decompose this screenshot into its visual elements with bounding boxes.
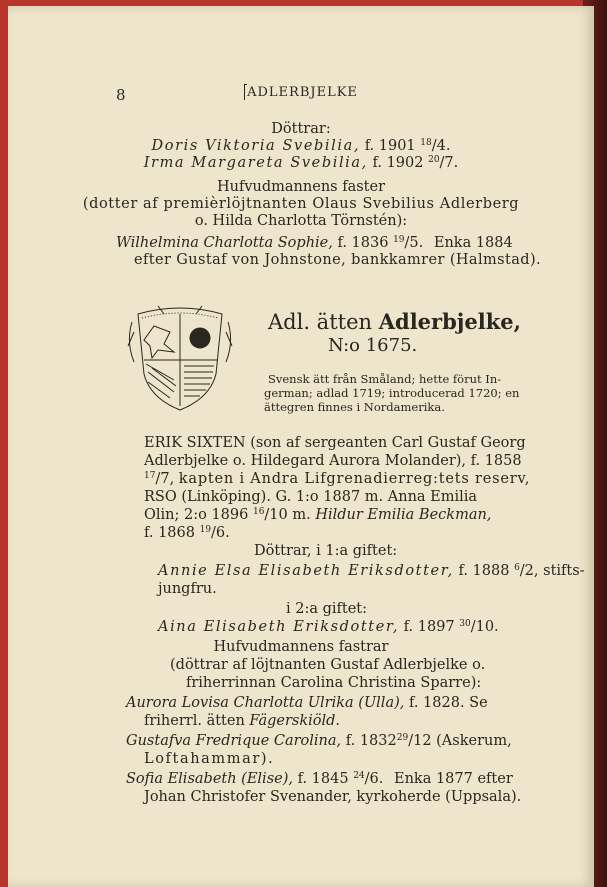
entry-annie: Annie Elsa Elisabeth Eriksdotter, f. 1888 $^6$/2, stifts- xyxy=(158,563,585,579)
daughters-first-marriage: Döttrar, i 1:a giftet: xyxy=(254,543,398,559)
family-desc-1: Svensk ätt från Småland; hette förut In- xyxy=(268,372,502,386)
entry-irma: Irma Margareta Svebilia, f. 1902 $^{20}$/7. xyxy=(143,155,459,171)
aunt-parentage-2: o. Hilda Charlotta Törnstén): xyxy=(194,213,408,229)
entry-annie-line2: jungfru. xyxy=(158,581,217,597)
aunts-heading: Hufvudmannens fastrar xyxy=(213,639,389,655)
entry-gustafva: Gustafva Fredrique Carolina, f. 1832$^{29}$/12 (Askerum, xyxy=(126,733,512,749)
aunt-heading: Hufvudmannens faster xyxy=(217,179,385,195)
family-number: N:o 1675. xyxy=(328,335,418,356)
entry-aurora-line2: friherrl. ätten Fägerskiöld. xyxy=(144,713,341,729)
erik-line-3: $^{17}$/7, kapten i Andra Lifgrenadierreg:tets reserv, xyxy=(144,471,531,487)
page-number: 8 xyxy=(116,86,126,104)
entry-sofia-line2: Johan Christofer Svenander, kyrkoherde (Uppsala). xyxy=(144,789,522,805)
erik-line-4: RSO (Linköping). G. 1:o 1887 m. Anna Emilia xyxy=(144,489,478,505)
entry-doris: Doris Viktoria Svebilia, f. 1901 $^{18}$/4. xyxy=(151,138,451,154)
entry-aina: Aina Elisabeth Eriksdotter, f. 1897 $^{30}$/10. xyxy=(158,619,499,635)
entry-wilhelmina-line2: efter Gustaf von Johnstone, bankkamrer (Halmstad). xyxy=(134,252,542,268)
family-desc-2: german; adlad 1719; introducerad 1720; en xyxy=(264,386,520,400)
erik-line-5: Olin; 2:o 1896 $^{16}$/10 m. Hildur Emilia Beckman, xyxy=(144,507,492,523)
erik-line-1: ERIK SIXTEN (son af sergeanten Carl Gustaf Georg xyxy=(144,435,526,451)
erik-line-6: f. 1868 $^{19}$/6. xyxy=(144,525,230,541)
erik-line-2: Adlerbjelke o. Hildegard Aurora Molander), f. 1858 xyxy=(144,453,522,469)
running-title: ADLERBJELKE xyxy=(8,84,594,102)
coat-of-arms-icon xyxy=(124,302,236,414)
family-title: Adl. ätten Adlerbjelke, xyxy=(268,309,521,334)
second-marriage-heading: i 2:a giftet: xyxy=(286,601,368,617)
aunts-parentage-2: friherrinnan Carolina Christina Sparre): xyxy=(186,675,482,691)
aunt-parentage-1: (dotter af premièrlöjtnanten Olaus Svebilius Adlerberg xyxy=(82,196,520,212)
entry-wilhelmina: Wilhelmina Charlotta Sophie, f. 1836 $^{19}$/5. Enka 1884 xyxy=(116,235,513,251)
aunts-parentage-1: (döttrar af löjtnanten Gustaf Adlerbjelke o. xyxy=(170,657,486,673)
coat-of-arms xyxy=(124,302,236,414)
entry-gustafva-line2: Loftahammar). xyxy=(144,751,275,767)
entry-sofia: Sofia Elisabeth (Elise), f. 1845 $^{24}$/6. Enka 1877 efter xyxy=(126,771,513,787)
family-desc-3: ättegren finnes i Nordamerika. xyxy=(264,400,445,414)
entry-aurora: Aurora Lovisa Charlotta Ulrika (Ulla), f. 1828. Se xyxy=(126,695,488,711)
daughters-heading: Döttrar: xyxy=(271,121,331,137)
book-page xyxy=(8,6,594,887)
